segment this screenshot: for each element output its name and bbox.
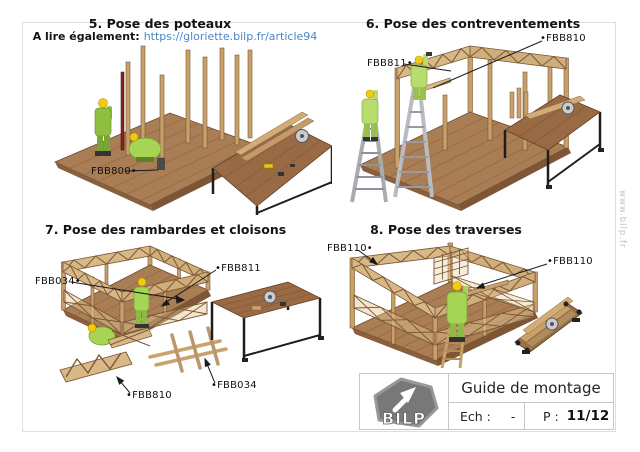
article-link[interactable]: https://gloriette.bilp.fr/article94 <box>143 30 318 43</box>
page-number-cell <box>524 403 613 429</box>
label-bullet: • <box>74 276 81 287</box>
step7-title: 7. Pose des rambardes et cloisons <box>45 222 287 237</box>
label-bullet: • <box>215 263 222 274</box>
page-number-value: 11/12 <box>566 408 610 424</box>
bilp-logo-icon <box>365 376 443 428</box>
part-label-fbb811-step7: •FBB811 <box>215 263 261 274</box>
bilp-logo <box>360 374 449 429</box>
scale-label: Ech : <box>460 408 491 424</box>
title-block <box>359 373 614 430</box>
step5-title: 5. Pose des poteaux <box>88 16 232 31</box>
part-label-fbb810-step6: •FBB810 <box>540 33 586 44</box>
part-label-fbb110-right: •FBB110 <box>547 256 593 267</box>
title-block-row2 <box>449 403 613 429</box>
step8-title: 8. Pose des traverses <box>370 222 522 237</box>
document-title: Guide de montage <box>449 374 613 403</box>
page-label: P : <box>543 408 559 424</box>
label-bullet: • <box>126 390 133 401</box>
part-label-fbb034-bottom: •FBB034 <box>211 380 257 391</box>
label-bullet: • <box>406 58 413 69</box>
step6-title: 6. Pose des contreventements <box>365 16 581 31</box>
part-label-fbb810-step7: •FBB810 <box>126 390 172 401</box>
scale-value: - <box>510 408 516 424</box>
part-label-fbb800: FBB800• <box>91 166 137 177</box>
part-label-fbb110-left: FBB110• <box>327 243 373 254</box>
read-also-label: A lire également: <box>32 30 140 43</box>
part-label-fbb034-left: FBB034• <box>35 276 81 287</box>
label-bullet: • <box>540 33 547 44</box>
label-bullet: • <box>547 256 554 267</box>
website-watermark: www.bilp.fr <box>617 190 627 249</box>
label-bullet: • <box>130 166 137 177</box>
bilp-logo-text: BILP <box>381 408 427 428</box>
label-bullet: • <box>366 243 373 254</box>
scale-cell <box>449 409 524 424</box>
label-bullet: • <box>211 380 218 391</box>
part-label-fbb811-step6: FBB811• <box>367 58 413 69</box>
title-block-right <box>449 374 613 429</box>
